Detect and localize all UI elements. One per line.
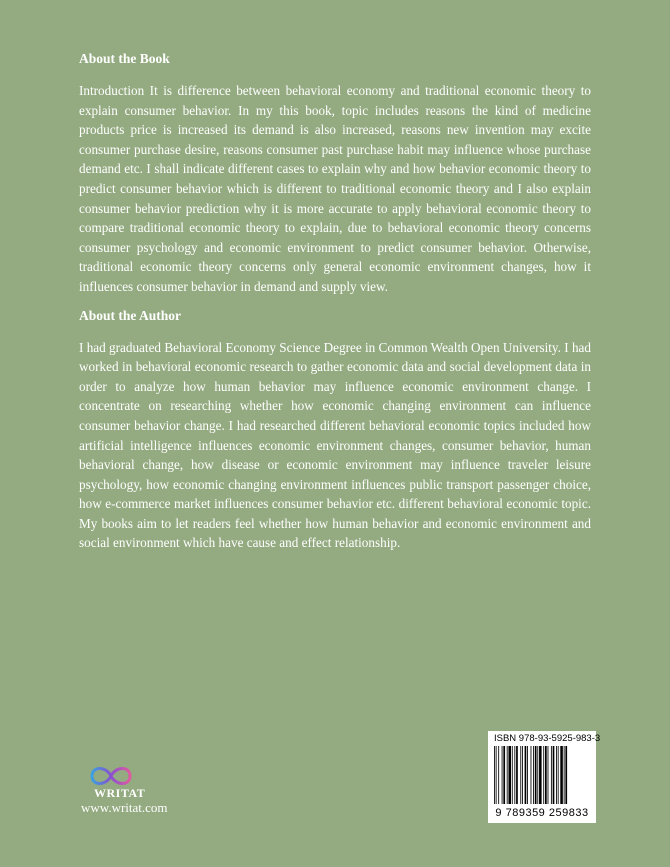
barcode-bar [502,746,503,804]
barcode-bar [556,746,557,804]
barcode-bar [508,746,511,804]
barcode-bar [535,746,537,804]
barcode-bar [512,746,513,804]
about-author-heading: About the Author [79,307,182,323]
publisher-logo [80,762,200,822]
barcode-bar [494,746,495,804]
about-book-heading: About the Book [79,51,170,66]
barcode-bar [537,746,538,804]
barcode-bar [543,746,544,804]
publisher-name: WRITAT [94,786,146,800]
isbn-label: ISBN 978-93-5925-983-3 [494,733,601,744]
barcode-bar [551,746,552,804]
barcode-bars [492,746,592,806]
barcode-bar [522,746,523,804]
barcode-bar [496,746,497,804]
barcode-bar [565,746,567,804]
back-cover-text [79,50,591,563]
barcode-bar [531,746,532,804]
barcode-bar [539,746,542,804]
isbn-number: 9 789359 259833 [495,807,589,819]
barcode-bar [545,746,547,804]
isbn-barcode [488,731,601,823]
about-book-text: Introduction It is difference between behavioral economy and traditional economic theory to explain consumer behavior. In my this book, topic includes reasons the kind of medicine products price is increased its demand is also increased, reasons new invention may excite consumer purchase desire, reasons consumer past purchase habit may influence whose purchase demand etc. I shall indicate different cases to explain why and how behavior economic theory to predict consumer behavior which is different to traditional economic theory and I also explain consumer behavior prediction why it is more accurate to apply behavioral economic theory to compare traditional economic theory to explain, due to behavioral economic theory concerns consumer psychology and economic environment to predict consumer behavior. Otherwise, traditional economic theory concerns only general economic environment changes, how it influences consumer behavior in demand and supply view. [79,83,591,294]
barcode-bar [558,746,559,804]
barcode-bar [498,746,499,804]
barcode-bar [553,746,555,804]
barcode-bar [514,746,515,804]
barcode-bar [516,746,518,804]
publisher-url: www.writat.com [81,800,168,815]
barcode-bar [503,746,505,804]
barcode-bar [533,746,534,804]
barcode-bar [507,746,508,804]
barcode-bar [564,746,565,804]
barcode-bar [525,746,527,804]
about-author-text: I had graduated Behavioral Economy Science Degree in Common Wealth Open University. I had worked in behavioral economic research to gather economic data and social development data in order to analyze how human behavior may influence economic environment change. I concentrate on researching whether how economic changing environment can influence consumer behavior change. I had researched different behavioral economic topics included how artificial intelligence influences economic environment changes, consumer behavior, human behavioral change, how disease or economic environment may influence traveler leisure psychology, how economic changing environment influences public transport passenger choice, how e-commerce market influences consumer behavior etc. different behavioral economic topic. My books aim to let readers feel whether how human behavior and economic environment and social environment which have cause and effect relationship. [79,339,591,551]
barcode-bar [560,746,563,804]
barcode-bar [520,746,521,804]
barcode-bar [527,746,528,804]
barcode-bar [548,746,549,804]
